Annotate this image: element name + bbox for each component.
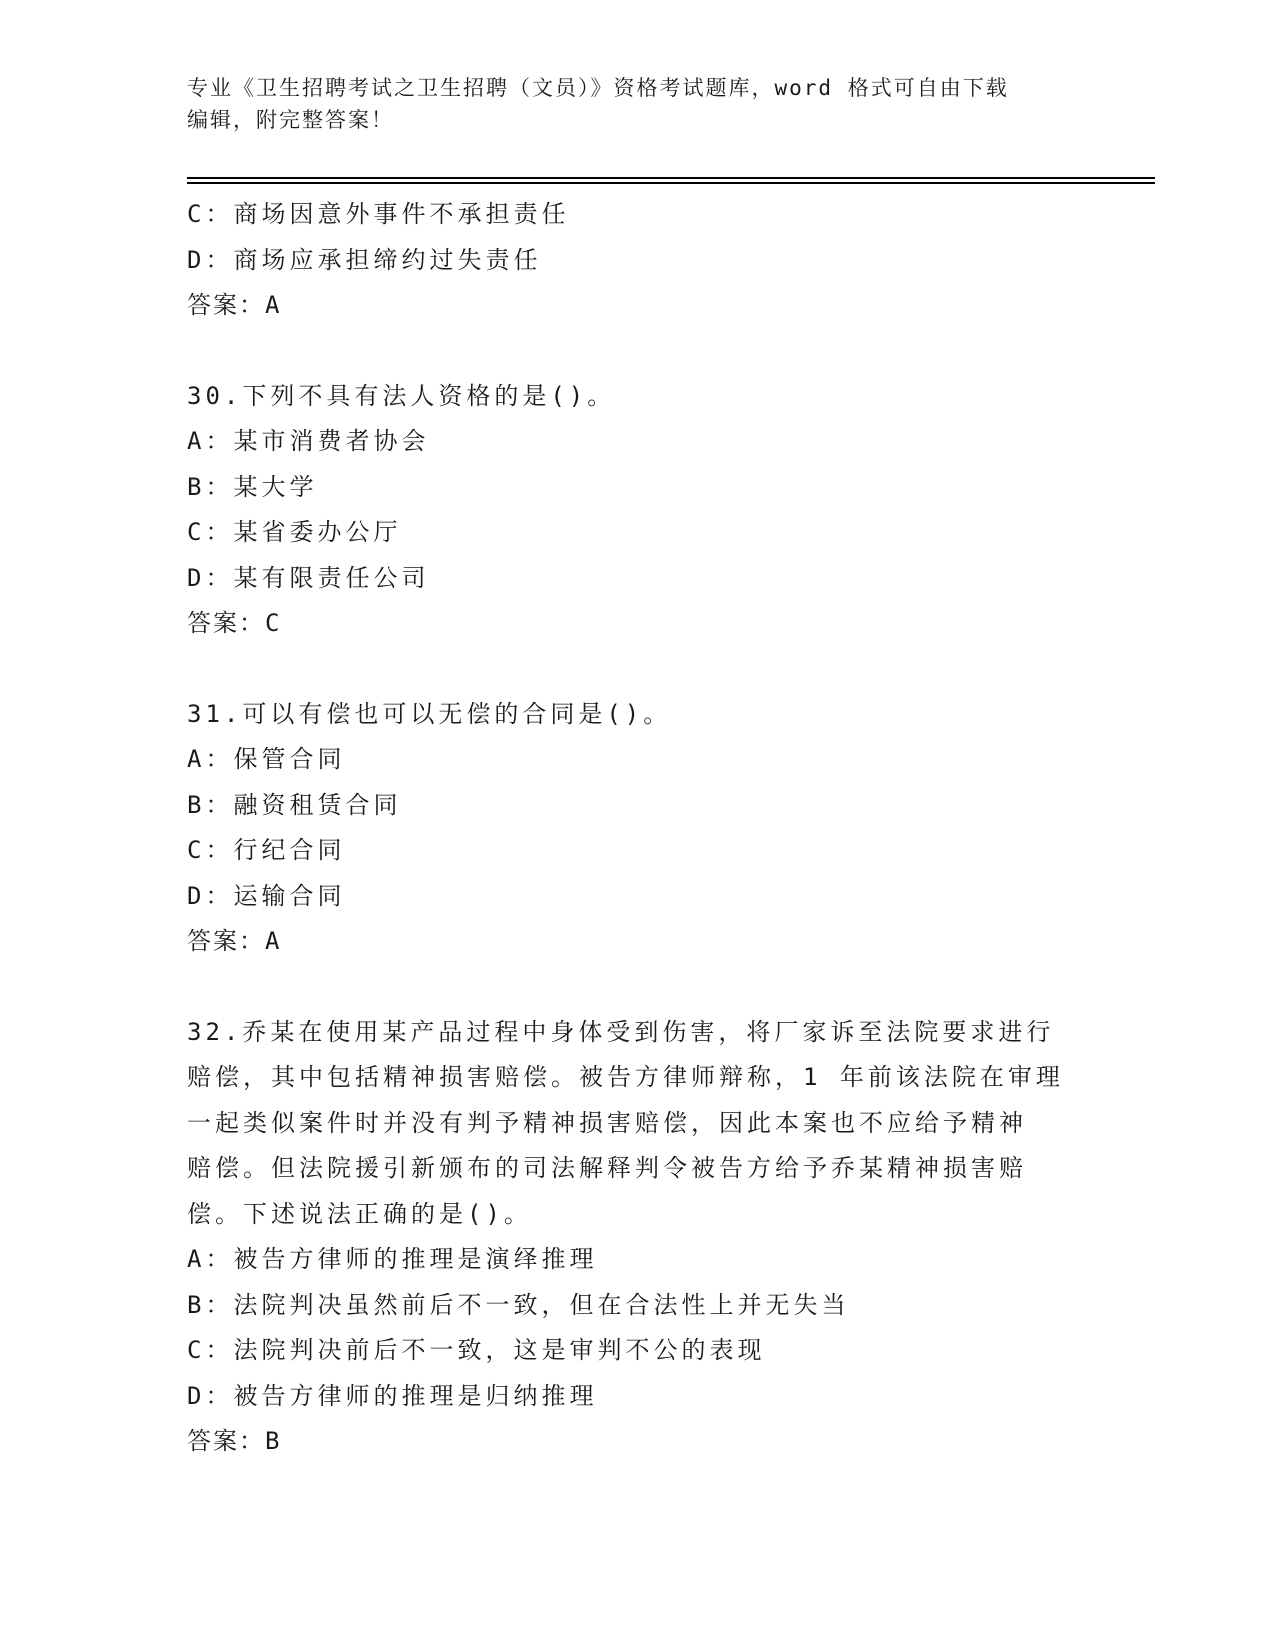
option-b: B：某大学 [187, 472, 318, 501]
option-a: A：保管合同 [187, 745, 346, 773]
option-c: C：某省委办公厅 [187, 518, 402, 546]
question-list [187, 192, 1087, 1465]
question-stem: 31.可以有偿也可以无偿的合同是()。 [187, 699, 672, 728]
option-b: B：融资租赁合同 [187, 790, 402, 819]
document-header [187, 72, 1087, 136]
question-block-30 [187, 374, 1087, 647]
question-block-32 [187, 1010, 1087, 1465]
answer-line: 答案：A [187, 291, 282, 319]
option-d: D：某有限责任公司 [187, 563, 430, 592]
header-line-2: 编辑，附完整答案！ [187, 108, 394, 132]
question-stem-line-4: 赔偿。但法院援引新颁布的司法解释判令被告方给予乔某精神损害赔 [187, 1154, 1027, 1182]
spacer [187, 965, 1087, 1010]
option-a: A：被告方律师的推理是演绎推理 [187, 1245, 598, 1273]
question-block-prev [187, 192, 1087, 329]
question-stem-line-5: 偿。下述说法正确的是()。 [187, 1199, 532, 1228]
option-c: C：商场因意外事件不承担责任 [187, 200, 570, 228]
option-c: C：法院判决前后不一致，这是审判不公的表现 [187, 1336, 766, 1364]
answer-line: 答案：C [187, 609, 282, 637]
option-d: D：被告方律师的推理是归纳推理 [187, 1381, 598, 1410]
header-divider-bottom [187, 182, 1155, 184]
question-stem-line-3: 一起类似案件时并没有判予精神损害赔偿，因此本案也不应给予精神 [187, 1108, 1027, 1137]
spacer [187, 329, 1087, 374]
option-d: D：运输合同 [187, 881, 346, 910]
question-stem-line-1: 32.乔某在使用某产品过程中身体受到伤害，将厂家诉至法院要求进行 [187, 1017, 1055, 1046]
option-c: C：行纪合同 [187, 836, 346, 864]
header-line-1: 专业《卫生招聘考试之卫生招聘（文员）》资格考试题库，word 格式可自由下载 [187, 76, 1009, 100]
answer-line: 答案：A [187, 927, 282, 955]
header-divider-top [187, 177, 1155, 179]
spacer [187, 647, 1087, 692]
option-a: A：某市消费者协会 [187, 427, 430, 455]
question-stem-line-2: 赔偿，其中包括精神损害赔偿。被告方律师辩称，1 年前该法院在审理 [187, 1063, 1064, 1091]
option-d: D：商场应承担缔约过失责任 [187, 245, 542, 274]
answer-line: 答案：B [187, 1427, 282, 1455]
question-block-31 [187, 692, 1087, 965]
question-stem: 30.下列不具有法人资格的是()。 [187, 381, 616, 410]
option-b: B：法院判决虽然前后不一致，但在合法性上并无失当 [187, 1290, 850, 1319]
